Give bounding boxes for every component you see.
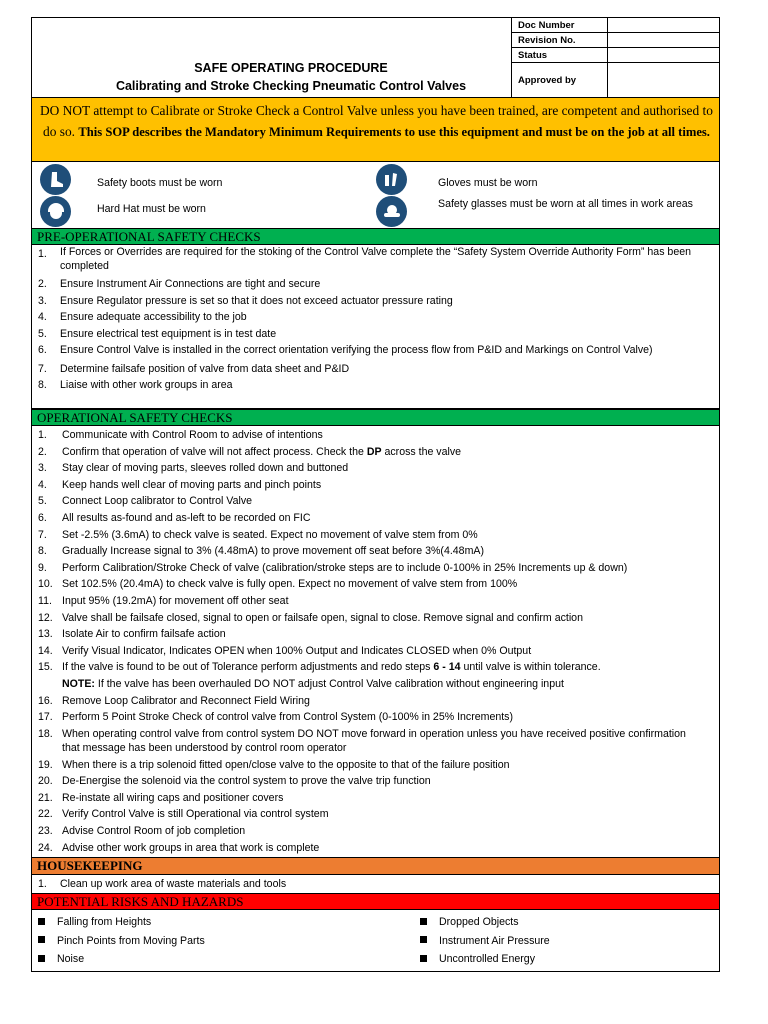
- doc-number-value: [607, 17, 720, 33]
- list-item: 22. Verify Control Valve is still Operational via control system: [38, 808, 329, 821]
- list-item: 8. Gradually Increase signal to 3% (4.48mA) to prove movement off seat before 3%(4.48mA): [38, 545, 484, 558]
- risk-item: Noise: [38, 950, 205, 969]
- risks-left-list: [38, 913, 205, 969]
- pre-op-heading: PRE-OPERATIONAL SAFETY CHECKS: [31, 228, 720, 245]
- bullet-icon: [38, 955, 45, 962]
- list-item: 23. Advise Control Room of job completion: [38, 825, 246, 838]
- approved-by-label: Approved by: [511, 62, 608, 98]
- document-subtitle: Calibrating and Stroke Checking Pneumatic Control Valves: [115, 79, 467, 93]
- op-heading: OPERATIONAL SAFETY CHECKS: [31, 409, 720, 426]
- housekeeping-heading: HOUSEKEEPING: [31, 857, 720, 875]
- pre-op-list: [31, 246, 720, 394]
- list-item: 12. Valve shall be failsafe closed, signal to open or failsafe open, signal to close. Remove signal and confirm action: [38, 611, 583, 624]
- revision-no-label: Revision No.: [511, 32, 608, 48]
- list-item: 2. Ensure Instrument Air Connections are tight and secure: [38, 278, 321, 290]
- bullet-icon: [420, 936, 427, 943]
- list-item: 19. When there is a trip solenoid fitted open/close valve to the opposite to that of the failure position: [38, 758, 510, 771]
- list-item: 7. Set -2.5% (3.6mA) to check valve is seated. Expect no movement of valve stem from 0%: [38, 528, 478, 541]
- bullet-icon: [420, 918, 427, 925]
- ppe-gloves-text: Gloves must be worn: [438, 177, 538, 189]
- list-item: 6. All results as-found and as-left to be recorded on FIC: [38, 511, 311, 524]
- ppe-hardhat-text: Hard Hat must be worn: [97, 203, 206, 215]
- risk-item: Dropped Objects: [420, 913, 550, 932]
- list-item: 1. Clean up work area of waste materials and tools: [38, 878, 287, 890]
- list-item: 8. Liaise with other work groups in area: [38, 379, 233, 392]
- list-item: 17. Perform 5 Point Stroke Check of control valve from Control System (0-100% in 25% Increments): [38, 711, 513, 724]
- list-item: 20. De-Energise the solenoid via the control system to prove the valve trip function: [38, 775, 431, 788]
- list-item: 5. Ensure electrical test equipment is in test date: [38, 327, 277, 340]
- ppe-glasses-text: Safety glasses must be worn at all times in work areas: [438, 198, 693, 210]
- op-list: [31, 427, 720, 856]
- housekeeping-list: [31, 876, 720, 893]
- list-item: 2. Confirm that operation of valve will not affect process. Check the DP across the valve: [38, 445, 462, 458]
- status-value: [607, 47, 720, 63]
- warning-banner: [31, 97, 720, 162]
- warning-text: DO NOT attempt to Calibrate or Stroke Check a Control Valve unless you have been trained, are competent and authorised to do so.: [40, 103, 713, 139]
- list-item: 4. Keep hands well clear of moving parts and pinch points: [38, 478, 322, 491]
- list-item: 21. Re-instate all wiring caps and positioner covers: [38, 791, 284, 804]
- list-item: 14. Verify Visual Indicator, Indicates OPEN when 100% Output and Indicates CLOSED when 0% Output: [38, 644, 532, 657]
- revision-no-value: [607, 32, 720, 48]
- list-item: 4. Ensure adequate accessibility to the job: [38, 311, 247, 324]
- list-item: 18. When operating control valve from control system DO NOT move forward in operation unless you have received positive confirmation that message has been understood by control room operator: [38, 727, 686, 754]
- list-item: 24. Advise other work groups in area that work is complete: [38, 841, 320, 854]
- list-item: 7. Determine failsafe position of valve from data sheet and P&ID: [38, 362, 350, 375]
- list-item: 3. Stay clear of moving parts, sleeves rolled down and buttoned: [38, 462, 349, 475]
- ppe-boots-text: Safety boots must be worn: [97, 177, 223, 189]
- approved-by-value: [607, 62, 720, 98]
- list-item: 9. Perform Calibration/Stroke Check of valve (calibration/stroke steps are to include 0-100% in 25% Increments up & down): [38, 561, 628, 574]
- risks-right-list: [420, 913, 550, 969]
- ppe-section: [31, 161, 720, 229]
- risks-heading: POTENTIAL RISKS AND HAZARDS: [31, 893, 720, 910]
- bullet-icon: [38, 936, 45, 943]
- list-item: 16. Remove Loop Calibrator and Reconnect Field Wiring: [38, 694, 310, 707]
- list-item: 6. Ensure Control Valve is installed in the correct orientation verifying the process flow from P&ID and Markings on Control Valve): [38, 344, 653, 357]
- gloves-icon: [376, 164, 407, 195]
- safety-glasses-icon: [376, 196, 407, 227]
- list-item: 3. Ensure Regulator pressure is set so that it does not exceed actuator pressure rating: [38, 294, 453, 307]
- risk-item: Instrument Air Pressure: [420, 932, 550, 951]
- list-item: 5. Connect Loop calibrator to Control Valve: [38, 495, 253, 508]
- list-item: 1. Communicate with Control Room to advise of intentions: [38, 429, 323, 441]
- status-label: Status: [511, 47, 608, 63]
- warning-mandatory-text: This SOP describes the Mandatory Minimum Requirements to use this equipment and must be on the job at all times.: [78, 125, 710, 139]
- hard-hat-icon: [40, 196, 71, 227]
- risk-item: Pinch Points from Moving Parts: [38, 932, 205, 951]
- safety-boots-icon: [40, 164, 71, 195]
- list-item: 15. If the valve is found to be out of Tolerance perform adjustments and redo steps 6 - 14 until valve is within tolerance.: [38, 661, 601, 674]
- list-item: NOTE: If the valve has been overhauled DO NOT adjust Control Valve calibration without engineering input: [62, 677, 564, 690]
- list-item: 13. Isolate Air to confirm failsafe action: [38, 628, 226, 641]
- list-item: 1. If Forces or Overrides are required for the stoking of the Control Valve complete the “Safety System Override Authority Form” has been completed: [38, 246, 691, 272]
- list-item: 11. Input 95% (19.2mA) for movement off other seat: [38, 594, 289, 607]
- bullet-icon: [38, 918, 45, 925]
- document-title: SAFE OPERATING PROCEDURE: [194, 61, 388, 75]
- doc-number-label: Doc Number: [511, 17, 608, 33]
- bullet-icon: [420, 955, 427, 962]
- risk-item: Falling from Heights: [38, 913, 205, 932]
- list-item: 10. Set 102.5% (20.4mA) to check valve is fully open. Expect no movement of valve stem from 100%: [38, 578, 518, 591]
- risk-item: Uncontrolled Energy: [420, 950, 550, 969]
